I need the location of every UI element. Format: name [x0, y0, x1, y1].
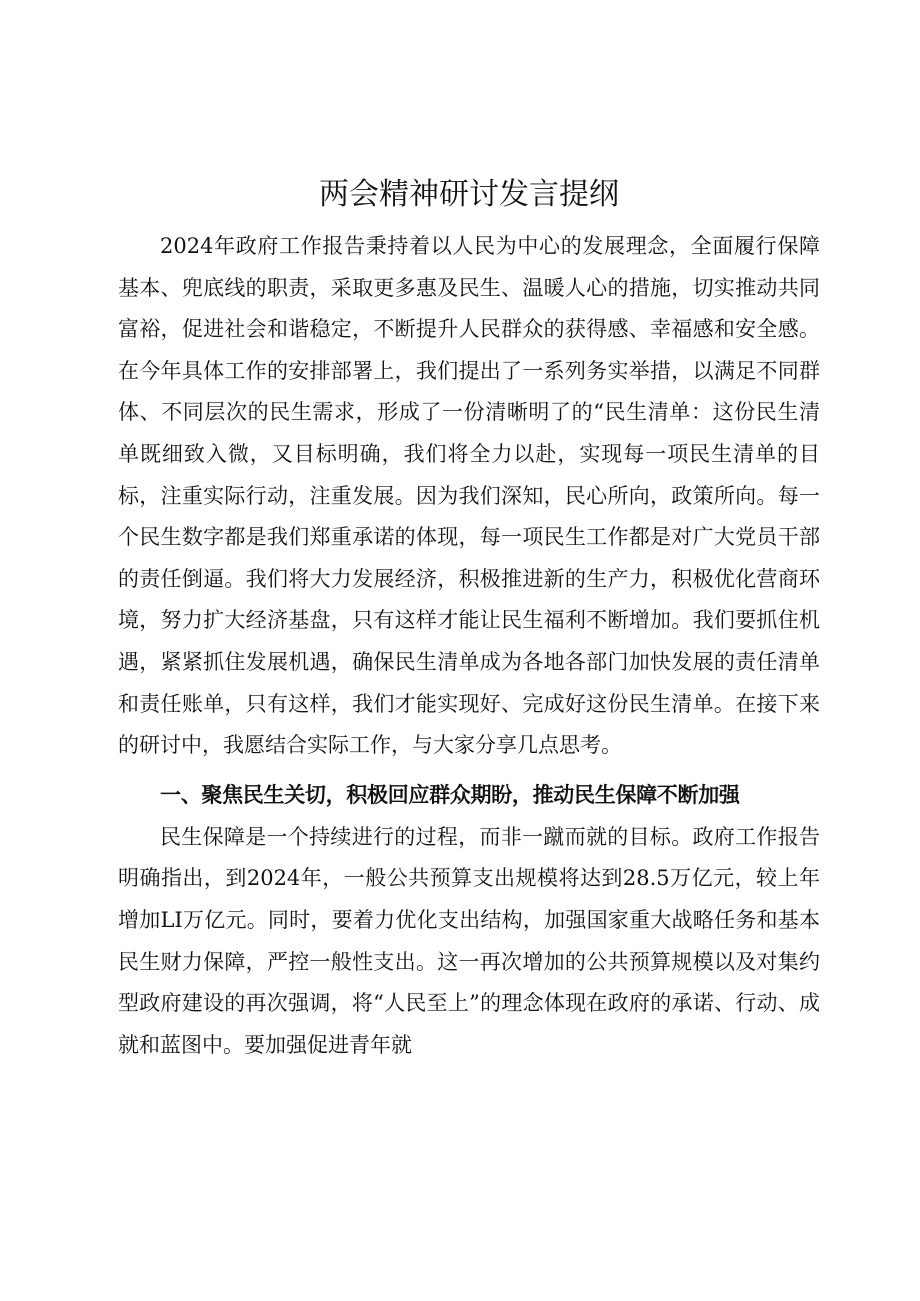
document-page [118, 170, 820, 1066]
document-title: 两会精神研讨发言提纲 [319, 177, 619, 212]
section-1-heading: 一、聚焦民生关切，积极回应群众期盼，推动民生保障不断加强 [160, 782, 740, 807]
section-1-paragraph: 民生保障是一个持续进行的过程，而非一蹴而就的目标。政府工作报告明确指出，到2024年，一般公共预算支出规模将达到28.5万亿元，较上年增加LI万亿元。同时，要着力优化支出结构，加强国家重大战略任务和基本民生财力保障，严控一般性支出。这一再次增加的公共预算规模以及对集约型政府建设的再次强调，将“人民至上”的理念体现在政府的承诺、行动、成就和蓝图中。要加强促进青年就 [118, 824, 820, 1057]
intro-paragraph: 2024年政府工作报告秉持着以人民为中心的发展理念，全面履行保障基本、兜底线的职责，采取更多惠及民生、温暖人心的措施，切实推动共同富裕，促进社会和谐稳定，不断提升人民群众的获得感、幸福感和安全感。在今年具体工作的安排部署上，我们提出了一系列务实举措，以满足不同群体、不同层次的民生需求，形成了一份清晰明了的“民生清单：这份民生清单既细致入微，又目标明确，我们将全力以赴，实现每一项民生清单的目标，注重实际行动，注重发展。因为我们深知，民心所向，政策所向。每一个民生数字都是我们郑重承诺的体现，每一项民生工作都是对广大党员干部的责任倒逼。我们将大力发展经济，积极推进新的生产力，积极优化营商环境，努力扩大经济基盘，只有这样才能让民生福利不断增加。我们要抓住机遇，紧紧抓住发展机遇，确保民生清单成为各地各部门加快发展的责任清单和责任账单，只有这样，我们才能实现好、完成好这份民生清单。在接下来的研讨中，我愿结合实际工作，与大家分享几点思考。 [118, 234, 820, 758]
